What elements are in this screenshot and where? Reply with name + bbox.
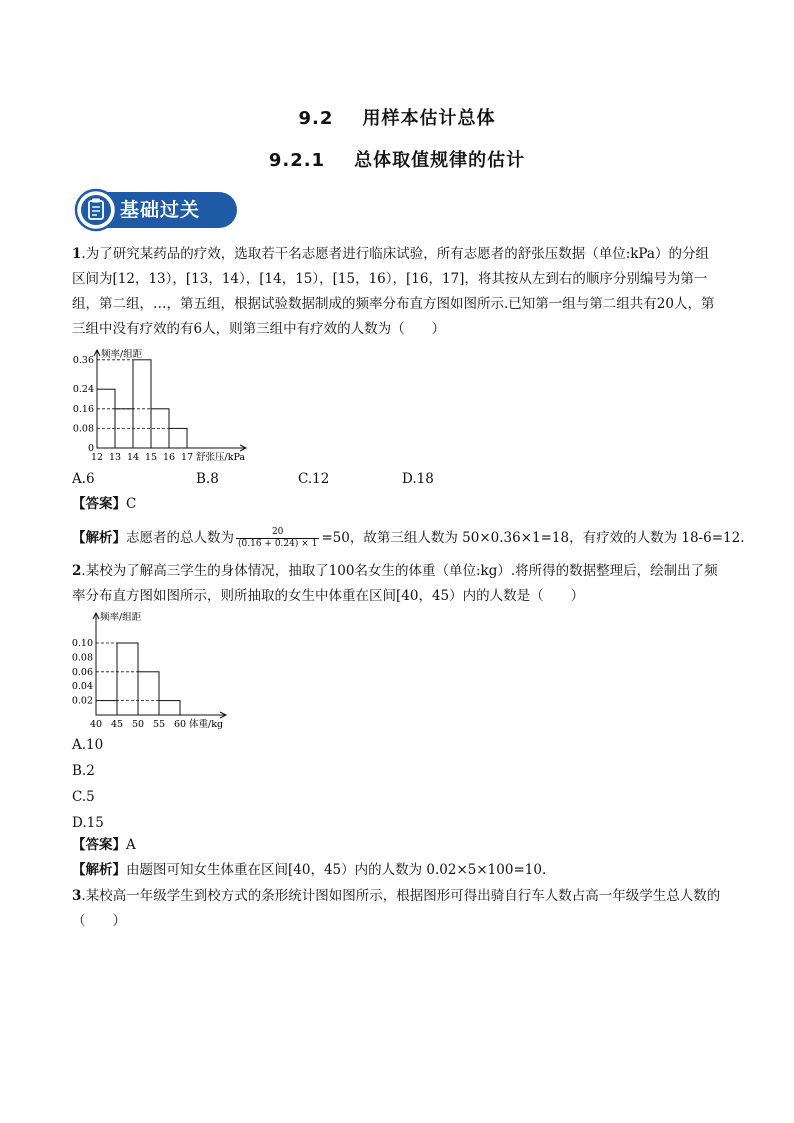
analysis-label: 【解析】 [72, 862, 126, 878]
section-banner [74, 187, 240, 233]
fraction-numerator: 20 [236, 527, 319, 539]
x-tick-label: 17 [180, 452, 194, 463]
analysis-line [72, 527, 744, 550]
x-tick-label: 16 [162, 452, 176, 463]
section-number: 9.2 [298, 108, 334, 129]
histogram-bar [169, 428, 187, 448]
x-axis-label: 体重/kg [189, 719, 224, 730]
histogram-bar [133, 360, 151, 448]
option-a: A.6 [72, 471, 95, 487]
question-text: .某校为了解高三学生的身体情况，抽取了100名女生的体重（单位:kg）.将所得的数据整理后，绘制出了频率分布直方图如图所示，则所抽取的女生中体重在区间[40，45）内的人数是（ ） [72, 563, 718, 604]
question-number: 3 [72, 888, 82, 904]
y-axis-label: 频率/组距 [100, 612, 142, 623]
option-a: A.10 [72, 737, 104, 753]
answer-value: C [126, 496, 137, 512]
question-3 [72, 884, 722, 934]
analysis-post: =50，故第三组人数为 50×0.36×1=18，有疗效的人数为 18-6=12. [321, 530, 745, 546]
y-tick-label: 0.08 [71, 652, 93, 664]
option-b: B.8 [196, 471, 219, 487]
x-tick-label: 60 [173, 719, 187, 730]
y-tick-label: 0.08 [72, 423, 94, 435]
x-axis-label: 舒张压/kPa [196, 452, 246, 463]
x-tick-label: 15 [144, 452, 158, 463]
histogram-bar [159, 701, 180, 715]
y-tick-label: 0.10 [71, 638, 93, 649]
fraction-denominator: (0.16 + 0.24) × 1 [238, 539, 318, 549]
answer-value: A [126, 837, 136, 853]
fraction [236, 527, 319, 550]
section-title-text: 用样本估计总体 [362, 108, 496, 129]
x-tick-label: 55 [152, 719, 166, 730]
y-tick-label: 0.36 [72, 354, 94, 366]
x-tick-label: 40 [89, 719, 103, 730]
subsection-number: 9.2.1 [268, 150, 326, 171]
x-tick-label: 50 [131, 719, 145, 730]
answer-line [72, 494, 136, 514]
y-axis-label: 频率/组距 [101, 349, 143, 360]
question-number: 1 [72, 246, 82, 262]
option-d: D.18 [402, 471, 434, 487]
question-text: .为了研究某药品的疗效，选取若干名志愿者进行临床试验，所有志愿者的舒张压数据（单位:kPa）的分组区间为[12，13），[13，14），[14，15），[15，16），[16，17]，将其按从左到右的顺序分别编号为第一组，第二组，…，第五组，根据试验数据制成的频率分布直方图如图所示.已知第一组与第二组共有20人，第三组中没有疗效的有6人，则第三组中有疗效的人数为（ ） [72, 246, 715, 337]
histogram-bar [96, 701, 117, 715]
x-tick-label: 12 [90, 452, 104, 463]
y-tick-label: 0.24 [72, 384, 94, 396]
y-tick-label: 0.02 [71, 695, 93, 707]
banner-label: 基础过关 [120, 199, 201, 221]
question-text: .某校高一年级学生到校方式的条形统计图如图所示，根据图形可得出骑自行车人数占高一年级学生总人数的（ ） [72, 888, 721, 929]
subsection-title-text: 总体取值规律的估计 [354, 150, 526, 171]
y-tick-label: 0.06 [71, 666, 93, 678]
histogram-bar [138, 672, 159, 715]
histogram-bar [97, 389, 115, 448]
analysis-pre: 志愿者的总人数为 [126, 530, 234, 546]
option-c: C.12 [298, 471, 330, 487]
histogram-bar [117, 643, 138, 715]
x-tick-label: 13 [108, 452, 122, 463]
analysis-label: 【解析】 [72, 530, 126, 546]
section-title [0, 104, 794, 130]
x-tick-label: 45 [110, 719, 124, 730]
question-2 [72, 559, 722, 609]
y-tick-label: 0.04 [71, 681, 93, 693]
analysis-line [72, 860, 546, 880]
answer-label: 【答案】 [72, 837, 126, 853]
analysis-text: 由题图可知女生体重在区间[40，45）内的人数为 0.02×5×100=10. [126, 862, 547, 878]
histogram-chart-1 [70, 344, 260, 466]
option-c: C.5 [72, 789, 95, 805]
y-tick-label: 0.16 [72, 403, 94, 415]
histogram-chart-2 [70, 608, 260, 733]
answer-line [72, 835, 136, 855]
question-1 [72, 242, 722, 342]
option-d: D.15 [72, 815, 104, 831]
x-tick-label: 14 [126, 452, 140, 463]
option-b: B.2 [72, 763, 95, 779]
answer-label: 【答案】 [72, 496, 126, 512]
question-number: 2 [72, 563, 82, 579]
origin-label: 0 [87, 443, 94, 454]
subsection-title [0, 146, 794, 172]
